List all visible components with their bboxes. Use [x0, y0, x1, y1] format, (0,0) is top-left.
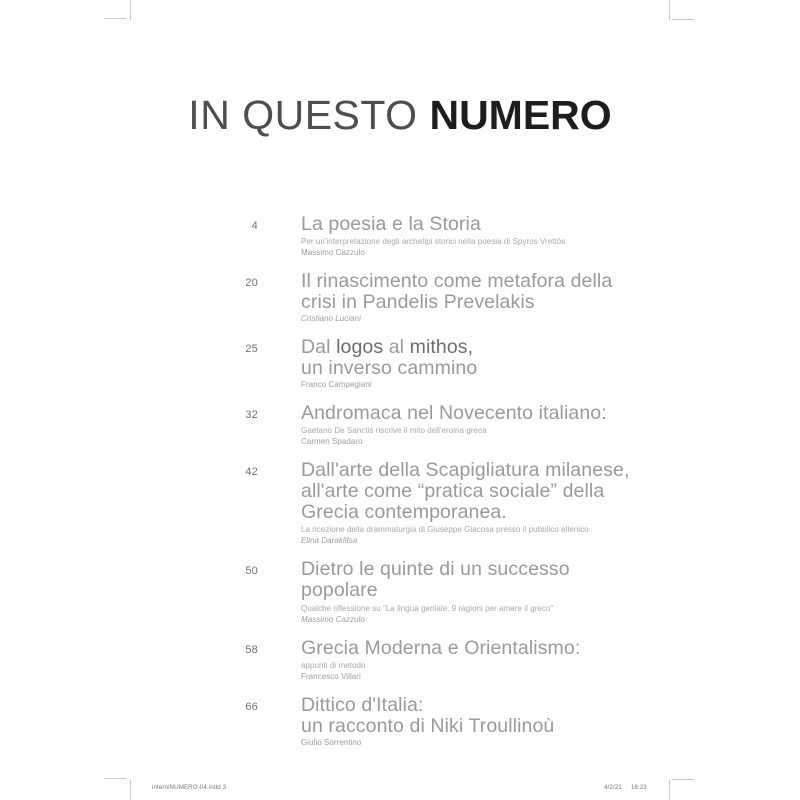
- toc-entry-subtitle: Qualche riflessione su “La lingua geniale. 9 ragioni per amare il greco”: [301, 603, 554, 613]
- toc-entry-title-line: un inverso cammino: [301, 357, 478, 380]
- toc-entry-title-line: all'arte come “pratica sociale” della: [301, 480, 605, 503]
- page-title-bold: NUMERO: [429, 92, 612, 139]
- toc-entry-title: [301, 638, 800, 659]
- toc-entry-title-line: Dietro le quinte di un successo: [301, 558, 570, 581]
- toc-entry-author: Francesco Villari: [301, 671, 361, 681]
- toc-entry-body: [258, 214, 800, 258]
- toc-entry-title: [301, 271, 800, 313]
- footer-filename: interniNUMERO-04.indd 3: [152, 784, 227, 791]
- table-of-contents: [0, 214, 800, 761]
- footer-timestamp: [604, 784, 647, 791]
- toc-entry-page-number: 50: [245, 565, 258, 578]
- toc-entry-author: Elina Daraklitsa: [301, 536, 358, 546]
- toc-entry-title-line: La poesia e la Storia: [301, 213, 481, 235]
- toc-entry-author: Giulio Sorrentino: [301, 737, 362, 747]
- toc-entry-title: [301, 460, 800, 523]
- crop-mark-top-left-horizontal: [104, 18, 126, 19]
- toc-entry-subtitle: La ricezione della drammaturgia di Giuseppe Giacosa presso il pubblico ellenico: [301, 525, 589, 535]
- crop-mark-bottom-right-horizontal: [672, 779, 694, 780]
- crop-mark-top-right-horizontal: [672, 19, 694, 20]
- page-title: [0, 92, 800, 139]
- toc-entry[interactable]: [0, 638, 800, 682]
- toc-entry-title-line: crisi in Pandelis Prevelakis: [301, 291, 535, 314]
- toc-entry-title: [301, 214, 800, 235]
- toc-entry-title-line: Grecia contemporanea.: [301, 501, 507, 524]
- toc-entry-subtitle: appunti di metodo: [301, 660, 366, 670]
- toc-entry-body: [258, 460, 800, 546]
- toc-entry-title: [301, 337, 800, 379]
- toc-entry-title-line: Dal logos al mithos,: [301, 336, 474, 359]
- toc-entry-body: [258, 337, 800, 390]
- crop-mark-bottom-right-vertical: [669, 780, 670, 800]
- toc-entry[interactable]: [0, 695, 800, 748]
- crop-mark-bottom-left-horizontal: [104, 778, 126, 779]
- crop-mark-top-right-vertical: [669, 0, 670, 20]
- toc-entry[interactable]: [0, 559, 800, 624]
- toc-entry-title-line: Dall'arte della Scapigliatura milanese,: [301, 459, 630, 482]
- toc-entry[interactable]: [0, 271, 800, 324]
- toc-entry-page-number: 58: [245, 643, 258, 656]
- crop-mark-bottom-left-vertical: [130, 780, 131, 800]
- toc-entry-title: [301, 559, 800, 601]
- toc-entry-subtitle: Gaetano De Sanctis riscrive il mito dell'eroina greca: [301, 426, 487, 436]
- page-title-light: IN QUESTO: [188, 92, 430, 139]
- toc-entry-title-line: Dittico d'Italia:: [301, 693, 424, 716]
- toc-entry-body: [258, 695, 800, 748]
- toc-entry-title-line: Andromaca nel Novecento italiano:: [301, 402, 607, 425]
- toc-entry-page-number: 42: [245, 466, 258, 479]
- toc-entry-author: Massimo Cazzulo: [301, 614, 365, 624]
- toc-entry-author: Cristiano Luciani: [301, 314, 361, 324]
- toc-entry-body: [258, 403, 800, 447]
- toc-entry-page-number: 66: [245, 700, 258, 713]
- toc-entry[interactable]: [0, 214, 800, 258]
- crop-mark-top-left-vertical: [130, 0, 131, 20]
- toc-entry[interactable]: [0, 403, 800, 447]
- toc-entry-page-number: 4: [251, 220, 258, 232]
- toc-entry-body: [258, 638, 800, 682]
- toc-entry-title-line: un racconto di Niki Troullinoù: [301, 714, 555, 737]
- toc-entry-author: Franco Campegiani: [301, 380, 372, 390]
- toc-entry-title-line: popolare: [301, 579, 378, 602]
- toc-entry-title-line: Il rinascimento come metafora della: [301, 270, 613, 293]
- footer-time: 16:23: [630, 784, 647, 791]
- footer-date: 4/2/21: [604, 784, 622, 791]
- toc-entry-subtitle: Per un'interpretazione degli archetipi storici nella poesia di Spyros Vrettós: [301, 237, 566, 247]
- toc-entry-page-number: 20: [245, 277, 258, 290]
- toc-entry-title-line: Grecia Moderna e Orientalismo:: [301, 636, 581, 659]
- toc-entry-author: Massimo Cazzulo: [301, 248, 365, 258]
- toc-entry-page-number: 32: [245, 409, 258, 422]
- toc-entry-body: [258, 559, 800, 624]
- toc-entry-author: Carmen Spadaro: [301, 437, 363, 447]
- toc-entry-title: [301, 695, 800, 737]
- toc-entry[interactable]: [0, 460, 800, 546]
- toc-entry-body: [258, 271, 800, 324]
- toc-entry-page-number: 25: [245, 343, 258, 356]
- toc-entry[interactable]: [0, 337, 800, 390]
- toc-entry-title: [301, 403, 800, 424]
